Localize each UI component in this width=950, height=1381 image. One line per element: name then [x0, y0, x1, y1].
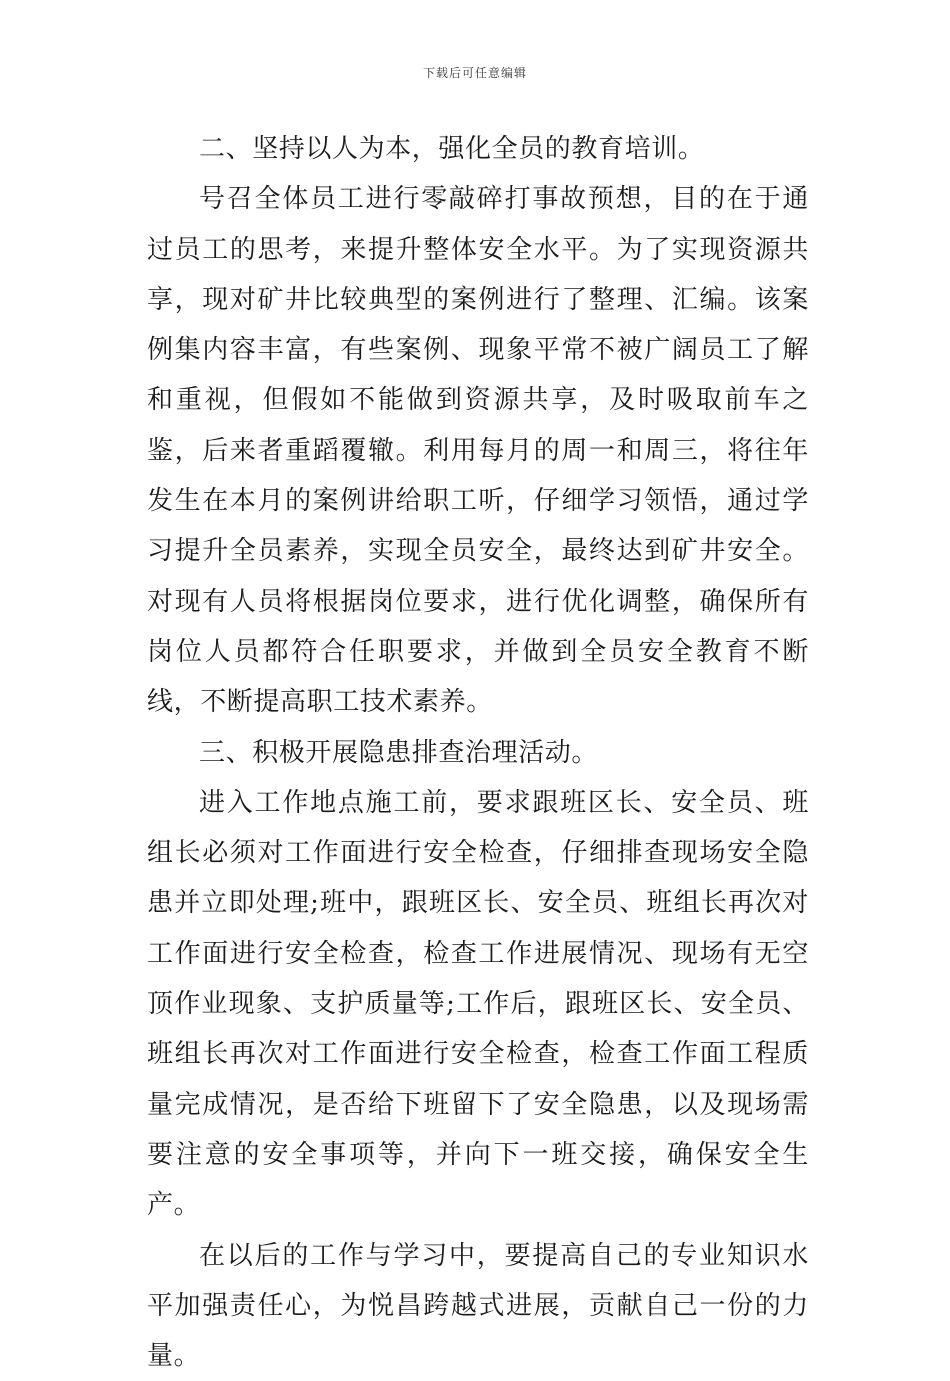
body-paragraph-inspection: 进入工作地点施工前，要求跟班区长、安全员、班组长必须对工作面进行安全检查，仔细排查现场安全隐患并立即处理;班中，跟班区长、安全员、班组长再次对工作面进行安全检查，检查工作进展情况、现场有无空顶作业现象、支护质量等;工作后，跟班区长、安全员、班组长再次对工作面进行安全检查，检查工作面工程质量完成情况，是否给下班留下了安全隐患，以及现场需要注意的安全事项等，并向下一班交接，确保安全生产。	[147, 787, 809, 1221]
section-heading-2: 二、坚持以人为本，强化全员的教育培训。	[199, 134, 705, 164]
body-paragraph-closing: 在以后的工作与学习中，要提高自己的专业知识水平加强责任心，为悦昌跨越式进展，贡献自己一份的力量。	[147, 1240, 809, 1372]
body-paragraph-training: 号召全体员工进行零敲碎打事故预想，目的在于通过员工的思考，来提升整体安全水平。为了实现资源共享，现对矿井比较典型的案例进行了整理、汇编。该案例集内容丰富，有些案例、现象平常不被广阔员工了解和重视，但假如不能做到资源共享，及时吸取前车之鉴，后来者重蹈覆辙。利用每月的周一和周三，将往年发生在本月的案例讲给职工听，仔细学习领悟，通过学习提升全员素养，实现全员安全，最终达到矿井安全。对现有人员将根据岗位要求，进行优化调整，确保所有岗位人员都符合任职要求，并做到全员安全教育不断线，不断提高职工技术素养。	[147, 184, 809, 718]
section-heading-3: 三、积极开展隐患排查治理活动。	[199, 737, 599, 768]
document-body	[147, 124, 809, 1381]
page-header-note: 下载后可任意编辑	[422, 66, 527, 80]
